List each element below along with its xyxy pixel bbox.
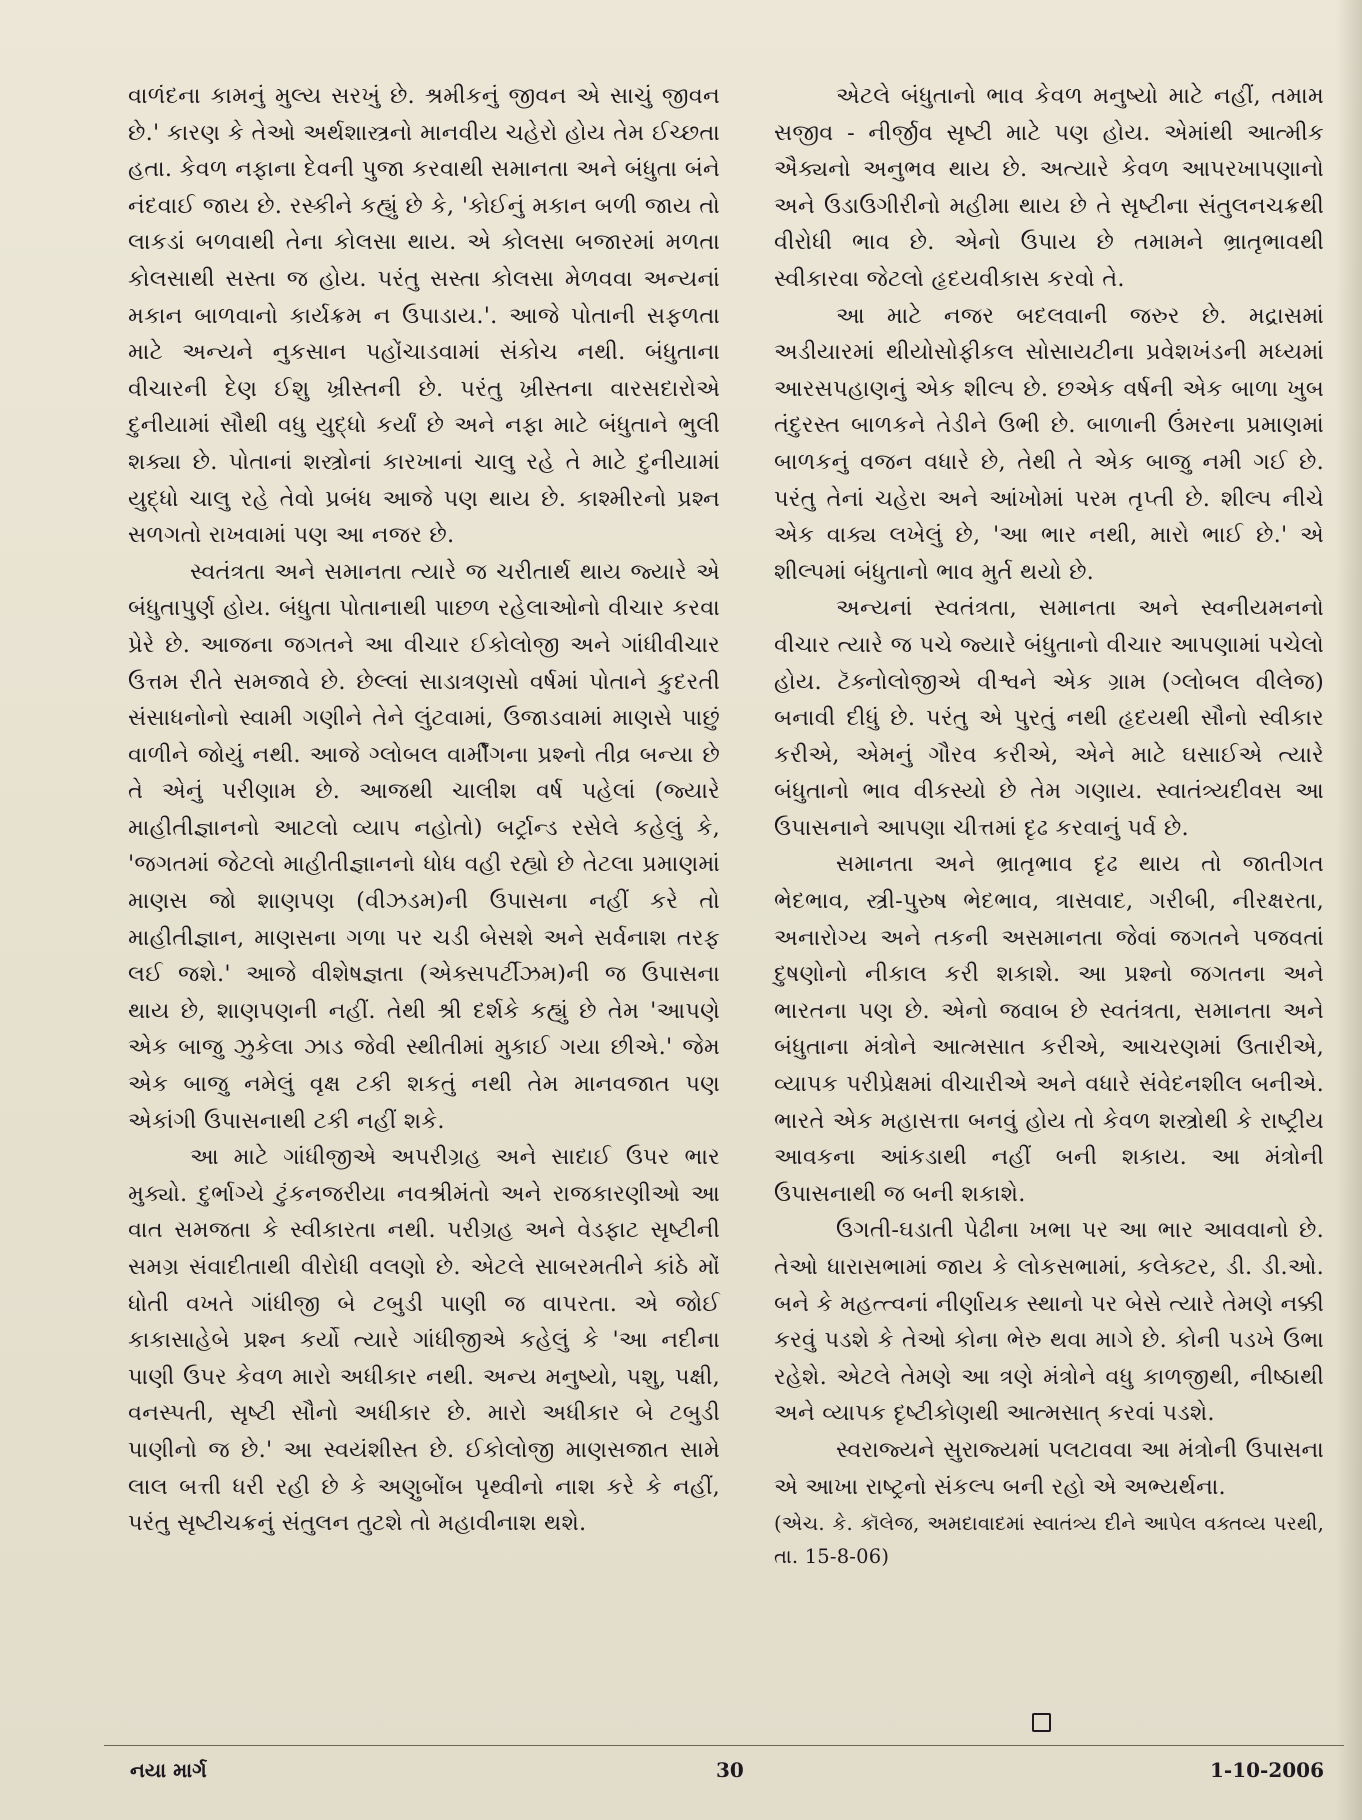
left-paragraph-2: સ્વતંત્રતા અને સમાનતા ત્યારે જ ચરીતાર્થ થાય જ્યારે એ બંધુતાપુર્ણ હોય. બંધુતા પોતાનાથી પાછળ રહેલાઓનો વીચાર કરવા પ્રેરે છે. આજના જગતને આ વીચાર ઈકોલોજી અને ગાંધીવીચાર ઉત્તમ રીતે સમજાવે છે. છેલ્લાં સાડાત્રણસો વર્ષમાં પોતાને કુદરતી સંસાધનોનો સ્વામી ગણીને તેને લુંટવામાં, ઉજાડવામાં માણસે પાછું વાળીને જોયું નથી. આજે ગ્લોબલ વાર્મીંગના પ્રશ્નો તીવ્ર બન્યા છે તે એનું પરીણામ છે. આજથી ચાલીશ વર્ષ પહેલાં (જ્યારે માહીતીજ્ઞાનનો આટલો વ્યાપ નહોતો) બર્ટ્રાન્ડ રસેલે કહેલું કે, 'જગતમાં જેટલો માહીતીજ્ઞાનનો ધોધ વહી રહ્યો છે તેટલા પ્રમાણમાં માણસ જો શાણપણ (વીઝડમ)ની ઉપાસના નહીં કરે તો માહીતીજ્ઞાન, માણસના ગળા પર ચડી બેસશે અને સર્વનાશ તરફ લઈ જશે.' આજે વીશેષજ્ઞતા (એક્સપર્ટીઝમ)ની જ ઉપાસના થાય છે, શાણપણની નહીં. તેથી શ્રી દર્શકે કહ્યું છે તેમ 'આપણે એક બાજુ ઝુકેલા ઝાડ જેવી સ્થીતીમાં મુકાઈ ગયા છીએ.' જેમ એક બાજુ નમેલું વૃક્ષ ટકી શકતું નથી તેમ માનવજાત પણ એકાંગી ઉપાસનાથી ટકી નહીં શકે. xyxy=(128,558,720,1134)
right-paragraph-2: આ માટે નજર બદલવાની જરુર છે. મદ્રાસમાં અડીયારમાં થીયોસોફીકલ સોસાયટીના પ્રવેશખંડની મધ્યમાં આરસપહાણનું એક શીલ્પ છે. છએક વર્ષની એક બાળા ખુબ તંદુરસ્ત બાળકને તેડીને ઉભી છે. બાળાની ઉંમરના પ્રમાણમાં બાળકનું વજન વધારે છે, તેથી તે એક બાજુ નમી ગઈ છે. પરંતુ તેનાં ચહેરા અને આંખોમાં પરમ તૃપ્તી છે. શીલ્પ નીચે એક વાક્ય લખેલું છે, 'આ ભાર નથી, મારો ભાઈ છે.' એ શીલ્પમાં બંધુતાનો ભાવ મુર્ત થયો છે. xyxy=(774,302,1324,585)
left-paragraph-3: આ માટે ગાંધીજીએ અપરીગ્રહ અને સાદાઈ ઉપર ભાર મુક્યો. દુર્ભાગ્યે ટુંકનજરીયા નવશ્રીમંતો અને રાજકારણીઓ આ વાત સમજતા કે સ્વીકારતા નથી. પરીગ્રહ અને વેડફાટ સૃષ્ટીની સમગ્ર સંવાદીતાથી વીરોધી વલણો છે. એટલે સાબરમતીને કાંઠે મોં ધોતી વખતે ગાંધીજી બે ટબુડી પાણી જ વાપરતા. એ જોઈ કાકાસાહેબે પ્રશ્ન કર્યો ત્યારે ગાંધીજીએ કહેલું કે 'આ નદીના પાણી ઉપર કેવળ મારો અધીકાર નથી. અન્ય મનુષ્યો, પશુ, પક્ષી, વનસ્પતી, સૃષ્ટી સૌનો અધીકાર છે. મારો અધીકાર બે ટબુડી પાણીનો જ છે.' આ સ્વયંશીસ્ત છે. ઈકોલોજી માણસજાત સામે લાલ બત્તી ધરી રહી છે કે અણુબોંબ પૃથ્વીનો નાશ કરે કે નહીં, પરંતુ સૃષ્ટીચક્રનું સંતુલન તુટશે તો મહાવીનાશ થશે. xyxy=(128,1144,720,1537)
right-paragraph-1: એટલે બંધુતાનો ભાવ કેવળ મનુષ્યો માટે નહીં, તમામ સજીવ - નીર્જીવ સૃષ્ટી માટે પણ હોય. એમાંથી આત્મીક ઐક્યનો અનુભવ થાય છે. અત્યારે કેવળ આપરખાપણાનો અને ઉડાઉગીરીનો મહીમા થાય છે તે સૃષ્ટીના સંતુલનચક્રથી વીરોધી ભાવ છે. એનો ઉપાય છે તમામને ભ્રાતૃભાવથી સ્વીકારવા જેટલો હૃદયવીકાસ કરવો તે. xyxy=(774,83,1324,292)
footer-magazine-name: નયા માર્ગ xyxy=(130,1758,207,1782)
right-paragraph-3: અન્યનાં સ્વતંત્રતા, સમાનતા અને સ્વનીયમનનો વીચાર ત્યારે જ પચે જ્યારે બંધુતાનો વીચાર આપણામાં પચેલો હોય. ટૅક્નોલોજીએ વીશ્વને એક ગ્રામ (ગ્લોબલ વીલેજ) બનાવી દીધું છે. પરંતુ એ પુરતું નથી હૃદયથી સૌનો સ્વીકાર કરીએ, એમનું ગૌરવ કરીએ, એને માટે ઘસાઈએ ત્યારે બંધુતાનો ભાવ વીકસ્યો છે તેમ ગણાય. સ્વાતંત્ર્યદીવસ આ ઉપાસનાને આપણા ચીત્તમાં દૃઢ કરવાનું પર્વ છે. xyxy=(774,595,1324,841)
footer-divider xyxy=(104,1745,1344,1746)
right-paragraph-5: ઉગતી-ઘડાતી પેઢીના ખભા પર આ ભાર આવવાનો છે. તેઓ ધારાસભામાં જાય કે લોકસભામાં, કલેક્ટર, ડી. ડી.ઓ. બને કે મહત્ત્વનાં નીર્ણાયક સ્થાનો પર બેસે ત્યારે તેમણે નક્કી કરવું પડશે કે તેઓ કોના ભેરુ થવા માગે છે. કોની પડખે ઉભા રહેશે. એટલે તેમણે આ ત્રણે મંત્રોને વધુ કાળજીથી, નીષ્ઠાથી અને વ્યાપક દૃષ્ટીકોણથી આત્મસાત્ કરવાં પડશે. xyxy=(774,1217,1324,1427)
left-paragraph-1: વાળંદના કામનું મુલ્ય સરખું છે. શ્રમીકનું જીવન એ સાચું જીવન છે.' કારણ કે તેઓ અર્થશાસ્ત્રનો માનવીય ચહેરો હોય તેમ ઈચ્છતા હતા. કેવળ નફાના દેવની પુજા કરવાથી સમાનતા અને બંધુતા બંને નંદવાઈ જાય છે. રસ્કીને કહ્યું છે કે, 'કોઈનું મકાન બળી જાય તો લાકડાં બળવાથી તેના કોલસા થાય. એ કોલસા બજારમાં મળતા કોલસાથી સસ્તા જ હોય. પરંતુ સસ્તા કોલસા મેળવવા અન્યનાં મકાન બાળવાનો કાર્યક્રમ ન ઉપાડાય.'. આજે પોતાની સફળતા માટે અન્યને નુકસાન પહોંચાડવામાં સંકોચ નથી. બંધુતાના વીચારની દેણ ઈશુ ખ્રીસ્તની છે. પરંતુ ખ્રીસ્તના વારસદારોએ દુનીયામાં સૌથી વધુ યુદ્ધો કર્યાં છે અને નફા માટે બંધુતાને ભુલી શક્યા છે. પોતાનાં શસ્ત્રોનાં કારખાનાં ચાલુ રહે તે માટે દુનીયામાં યુદ્ધો ચાલુ રહે તેવો પ્રબંધ આજે પણ થાય છે. કાશ્મીરનો પ્રશ્ન સળગતો રાખવામાં પણ આ નજર છે. xyxy=(128,83,720,549)
footer-page-number: 30 xyxy=(716,1758,744,1782)
footer-date: 1-10-2006 xyxy=(1210,1758,1325,1782)
source-note: (એચ. કે. કૉલેજ, અમદાવાદમાં સ્વાતંત્ર્ય દીને આપેલ વક્તવ્ય પરથી, તા. 15-8-06) xyxy=(774,1512,1324,1569)
right-column xyxy=(774,78,1324,1573)
end-of-article-square-icon xyxy=(1032,1713,1051,1732)
right-paragraph-4: સમાનતા અને ભ્રાતૃભાવ દૃઢ થાય તો જાતીગત ભેદભાવ, સ્ત્રી-પુરુષ ભેદભાવ, ત્રાસવાદ, ગરીબી, નીરક્ષરતા, અનારોગ્ય અને તકની અસમાનતા જેવાં જગતને પજવતાં દુષણોનો નીકાલ કરી શકાશે. આ પ્રશ્નો જગતના અને ભારતના પણ છે. એનો જવાબ છે સ્વતંત્રતા, સમાનતા અને બંધુતાના મંત્રોને આત્મસાત કરીએ, આચરણમાં ઉતારીએ, વ્યાપક પરીપ્રેક્ષમાં વીચારીએ અને વધારે સંવેદનશીલ બનીએ. ભારતે એક મહાસત્તા બનવું હોય તો કેવળ શસ્ત્રોથી કે રાષ્ટ્રીય આવકના આંકડાથી નહીં બની શકાય. આ મંત્રોની ઉપાસનાથી જ બની શકાશે. xyxy=(774,851,1324,1207)
left-column xyxy=(128,78,720,1542)
page-edge-shadow xyxy=(1336,0,1362,1820)
right-paragraph-6: સ્વરાજ્યને સુરાજ્યમાં પલટાવવા આ મંત્રોની ઉપાસના એ આખા રાષ્ટ્રનો સંકલ્પ બની રહો એ અભ્યર્થના. xyxy=(774,1436,1324,1500)
